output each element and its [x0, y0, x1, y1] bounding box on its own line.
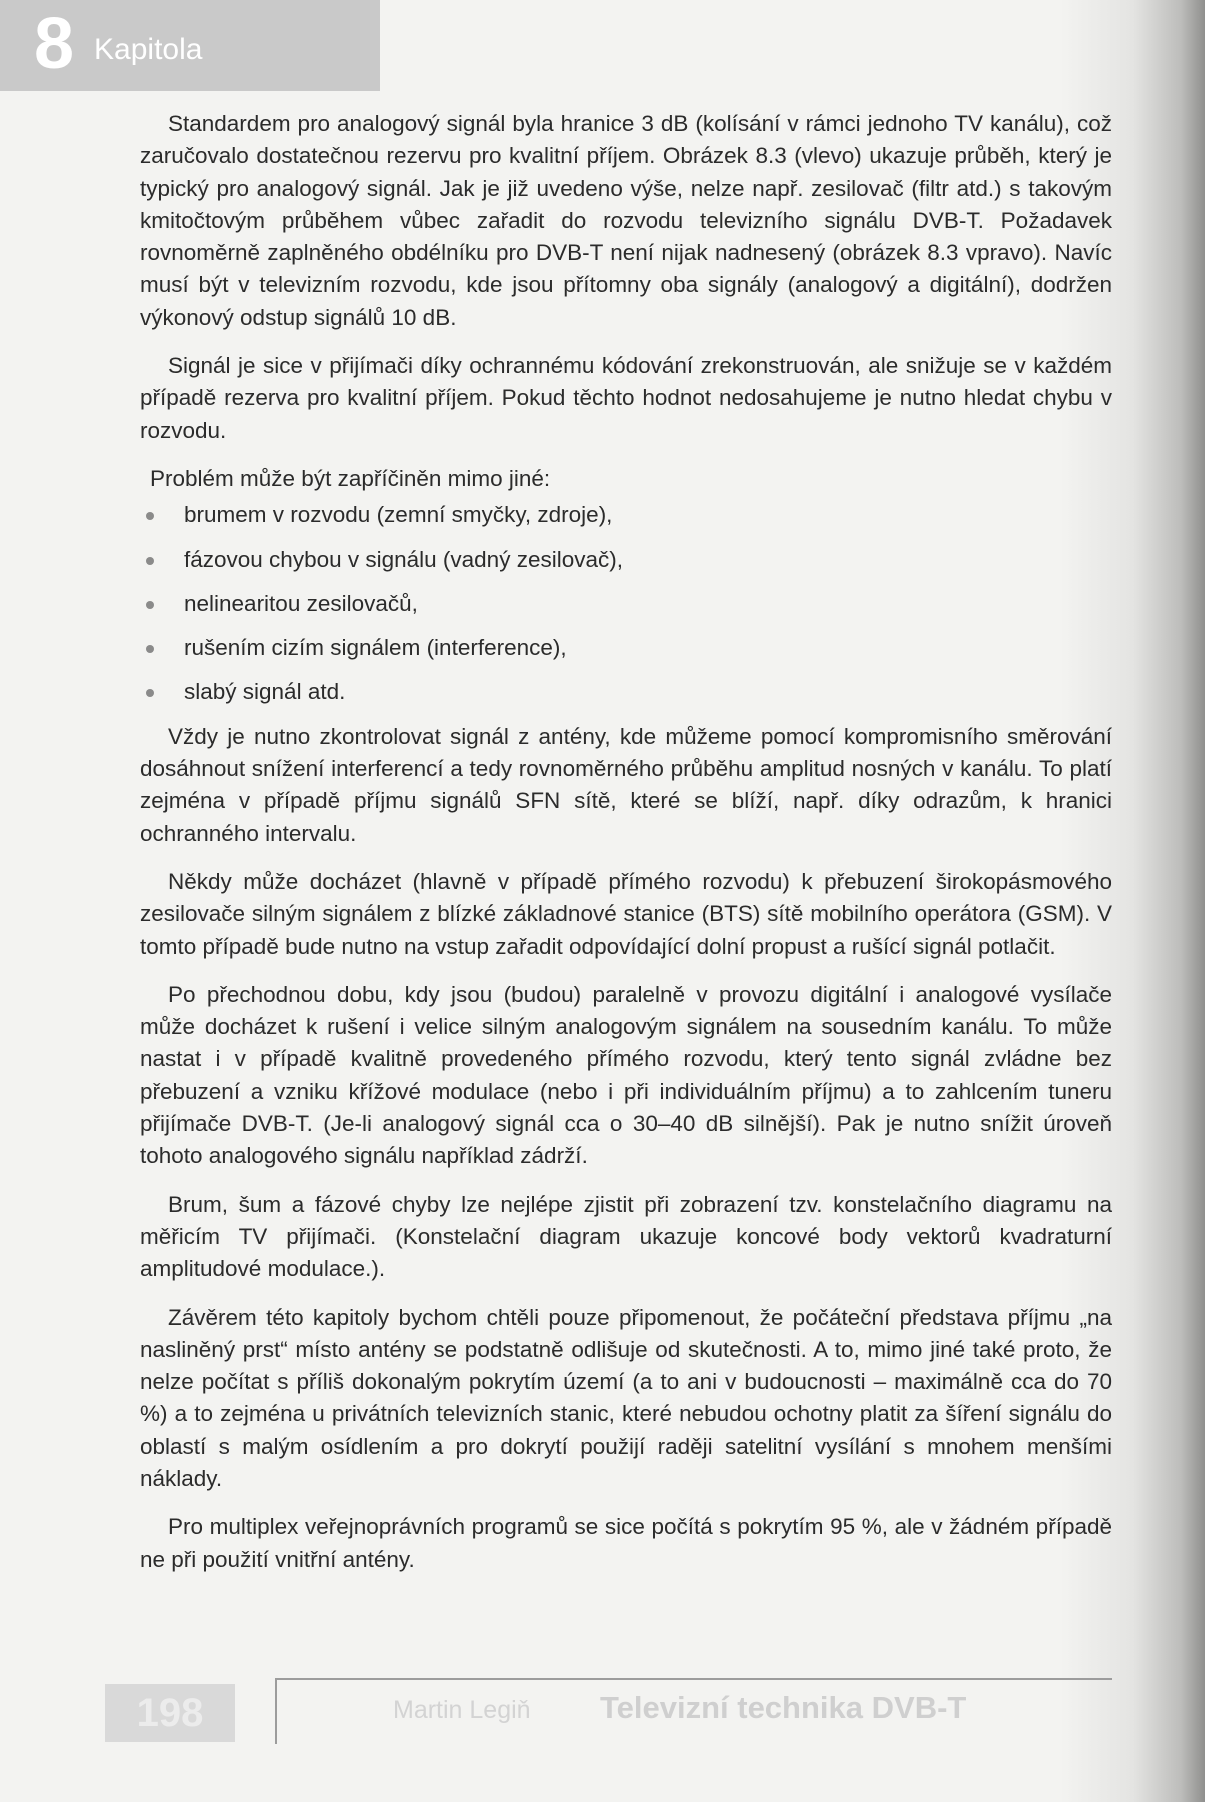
list-item — [140, 588, 1112, 620]
body-text — [140, 108, 1112, 1592]
paragraph: Někdy může docházet (hlavně v případě přímého rozvodu) k přebuzení širokopásmového zesilovače silným signálem z blízké základnové stanice (BTS) sítě mobilního operátora (GSM). V tomto případě bude nutno na vstup zařadit odpovídající dolní propust a rušící signál potlačit. — [140, 868, 1112, 959]
paragraph: Vždy je nutno zkontrolovat signál z antény, kde můžeme pomocí kompromisního směrování dosáhnout snížení interferencí a tedy rovnoměrného průběhu amplitud nosných v kanálu. To platí zejména v případě příjmu signálů SFN sítě, které se blíží, např. díky odrazům, k hranici ochranného intervalu. — [140, 723, 1112, 846]
list-intro: Problém může být zapříčiněn mimo jiné: — [150, 465, 551, 491]
chapter-label: Kapitola — [94, 32, 203, 66]
paragraph: Brum, šum a fázové chyby lze nejlépe zjistit při zobrazení tzv. konstelačního diagramu na měřicím TV přijímači. (Konstelační diagram ukazuje koncové body vektorů kvadraturní amplitudové modulace.). — [140, 1191, 1112, 1282]
bullet-list — [140, 499, 1112, 708]
bullet-icon — [146, 557, 154, 565]
list-item — [140, 632, 1112, 664]
chapter-number: 8 — [34, 3, 75, 84]
paragraph: Standardem pro analogový signál byla hranice 3 dB (kolísání v rámci jednoho TV kanálu), což zaručovalo dostatečnou rezervu pro kvalitní příjem. Obrázek 8.3 (vlevo) ukazuje průběh, který je typický pro analogový signál. Jak je již uvedeno výše, nelze např. zesilovač (filtr atd.) s takovým kmitočtovým průběhem vůbec zařadit do rozvodu televizního signálu DVB-T. Požadavek rovnoměrně zaplněného obdélníku pro DVB-T není nijak nadnesený (obrázek 8.3 vpravo). Navíc musí být v televizním rozvodu, kde jsou přítomny oba signály (analogový a digitální), dodržen výkonový odstup signálů 10 dB. — [140, 111, 1112, 330]
page-number-block — [105, 1684, 235, 1742]
footer-book-title: Televizní technika DVB-T — [600, 1690, 967, 1725]
list-item — [140, 676, 1112, 708]
footer-author: Martin Legiň — [393, 1696, 531, 1724]
bullet-icon — [146, 645, 154, 653]
footer-divider — [277, 1678, 1112, 1680]
list-item-text: rušením cizím signálem (interference), — [184, 635, 567, 661]
list-item — [140, 544, 1112, 576]
list-item-text: nelinearitou zesilovačů, — [184, 590, 418, 616]
list-item-text: brumem v rozvodu (zemní smyčky, zdroje), — [184, 502, 613, 528]
paragraph: Závěrem této kapitoly bychom chtěli pouze připomenout, že počáteční představa příjmu „na nasliněný prst“ místo antény se podstatně odlišuje od skutečnosti. A to, mimo jiné také proto, že nelze počítat s příliš dokonalým pokrytím území (a to ani v budoucnosti – maximálně cca do 70 %) a to zejména u privátních televizních stanic, které nebudou ochotny platit za šíření signálu do oblastí s malým osídlením a pro dokrytí použijí raději satelitní vysílání s mnohem menšími náklady. — [140, 1304, 1112, 1491]
list-item-text: slabý signál atd. — [184, 679, 346, 705]
bullet-icon — [146, 689, 154, 697]
paragraph: Po přechodnou dobu, kdy jsou (budou) paralelně v provozu digitální i analogové vysílače může docházet k rušení i velice silným analogovým signálem na sousedním kanálu. To může nastat i v případě kvalitně provedeného přímého rozvodu, který tento signál zvládne bez přebuzení a vzniku křížové modulace (nebo i při individuálním příjmu) a to zahlcením tuneru přijímače DVB-T. (Je-li analogový signál cca o 30–40 dB silnější). Pak je nutno snížit úroveň tohoto analogového signálu například zádrží. — [140, 981, 1112, 1169]
chapter-header — [0, 0, 380, 91]
paragraph: Signál je sice v přijímači díky ochrannému kódování zrekonstruován, ale snižuje se v každém případě rezerva pro kvalitní příjem. Pokud těchto hodnot nedosahujeme je nutno hledat chybu v rozvodu. — [140, 353, 1112, 443]
bullet-icon — [146, 601, 154, 609]
paragraph: Pro multiplex veřejnoprávních programů se sice počítá s pokrytím 95 %, ale v žádném případě ne při použití vnitřní antény. — [140, 1514, 1112, 1572]
bullet-icon — [146, 512, 154, 520]
list-item — [140, 499, 1112, 531]
page-number: 198 — [136, 1690, 204, 1735]
list-item-text: fázovou chybou v signálu (vadný zesilovač), — [184, 546, 623, 572]
footer-divider-vertical — [275, 1678, 277, 1744]
